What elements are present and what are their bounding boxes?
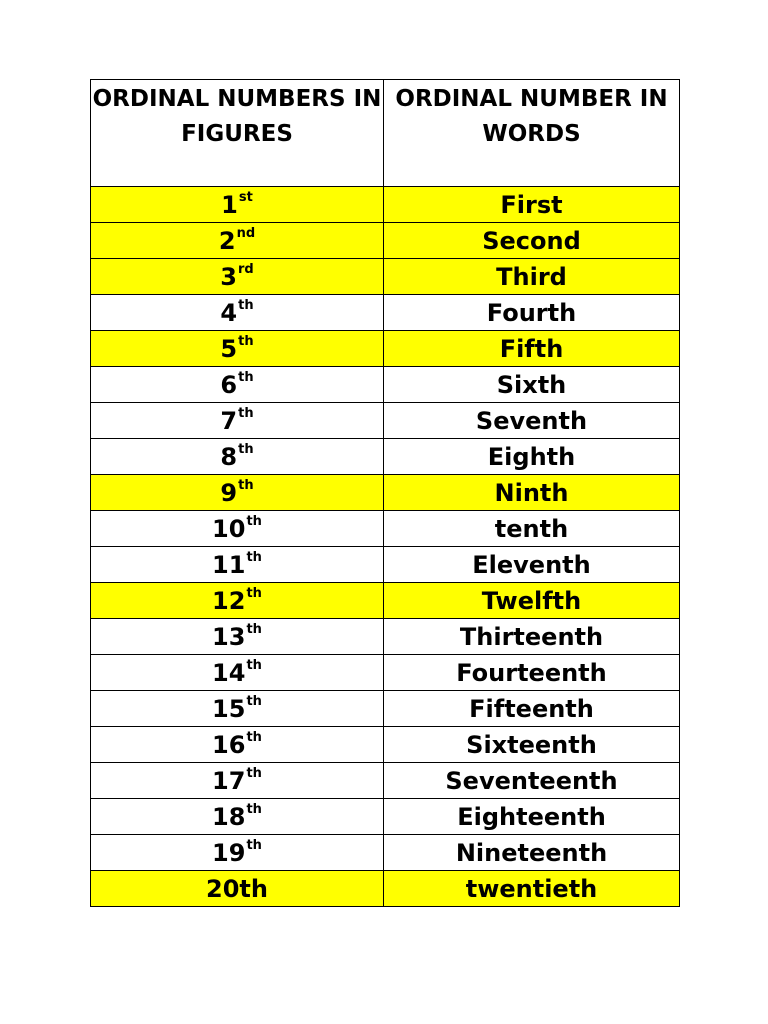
ordinal-number: 12 — [212, 586, 246, 615]
ordinal-number: 16 — [212, 730, 246, 759]
table-row — [91, 835, 680, 871]
ordinal-figure-cell — [91, 727, 384, 763]
ordinal-figure — [220, 442, 253, 472]
ordinal-figure-cell — [91, 367, 384, 403]
table-header-row — [91, 80, 680, 187]
ordinal-figure — [212, 802, 262, 832]
ordinal-figure — [212, 766, 262, 796]
ordinal-word: twentieth — [465, 874, 598, 903]
ordinal-word-cell — [384, 475, 680, 511]
ordinal-word-cell — [384, 295, 680, 331]
ordinal-figure-cell — [91, 547, 384, 583]
ordinal-word-cell — [384, 727, 680, 763]
ordinal-suffix: st — [238, 189, 253, 205]
table-row — [91, 655, 680, 691]
ordinal-suffix: th — [246, 693, 262, 709]
ordinal-word: Eleventh — [472, 550, 591, 579]
ordinal-figure — [220, 478, 253, 508]
table-row — [91, 439, 680, 475]
ordinal-word: Twelfth — [481, 586, 582, 615]
ordinal-suffix: th — [238, 297, 254, 313]
table-row — [91, 619, 680, 655]
table-row — [91, 367, 680, 403]
table-row — [91, 871, 680, 907]
ordinal-figure-cell — [91, 187, 384, 223]
table-row — [91, 259, 680, 295]
ordinal-word-cell — [384, 439, 680, 475]
ordinal-figure-cell — [91, 619, 384, 655]
ordinal-figure — [220, 262, 253, 292]
ordinal-suffix: th — [246, 765, 262, 781]
ordinal-figure — [220, 406, 253, 436]
ordinal-word: tenth — [494, 514, 569, 543]
ordinal-word: Eighth — [487, 442, 576, 471]
ordinal-figure — [221, 190, 253, 220]
ordinal-number: 19 — [212, 838, 246, 867]
table-row — [91, 223, 680, 259]
ordinal-number: 18 — [212, 802, 246, 831]
ordinal-word: Fourteenth — [456, 658, 607, 687]
ordinal-number: 11 — [212, 550, 246, 579]
table-row — [91, 511, 680, 547]
ordinal-figure-cell — [91, 799, 384, 835]
ordinal-word: Third — [496, 262, 567, 291]
ordinal-word: Second — [482, 226, 581, 255]
ordinal-figure — [220, 334, 253, 364]
ordinal-word-cell — [384, 583, 680, 619]
ordinal-word-cell — [384, 547, 680, 583]
ordinal-word-cell — [384, 403, 680, 439]
ordinal-figure — [219, 226, 255, 256]
table-row — [91, 799, 680, 835]
ordinal-figure — [206, 874, 268, 904]
ordinal-suffix: th — [246, 729, 262, 745]
ordinal-figure-cell — [91, 331, 384, 367]
ordinal-figure — [212, 838, 262, 868]
ordinal-number: 6 — [220, 370, 238, 399]
ordinal-word-cell — [384, 691, 680, 727]
ordinal-word-cell — [384, 835, 680, 871]
ordinal-number: 7 — [220, 406, 238, 435]
table-row — [91, 475, 680, 511]
table-row — [91, 727, 680, 763]
ordinal-word-cell — [384, 187, 680, 223]
ordinal-number: 2 — [218, 226, 236, 255]
ordinal-figure-cell — [91, 223, 384, 259]
ordinal-suffix: th — [238, 477, 254, 493]
ordinal-figure — [212, 550, 262, 580]
ordinal-figure-cell — [91, 655, 384, 691]
ordinal-suffix: th — [246, 585, 262, 601]
ordinal-suffix: th — [246, 801, 262, 817]
ordinal-figure-cell — [91, 259, 384, 295]
ordinal-figure-cell — [91, 511, 384, 547]
ordinal-word: Fifteenth — [469, 694, 594, 723]
ordinal-figure — [212, 694, 262, 724]
table-row — [91, 403, 680, 439]
ordinal-suffix: th — [246, 621, 262, 637]
table-row — [91, 763, 680, 799]
table-row — [91, 187, 680, 223]
ordinal-suffix: th — [246, 657, 262, 673]
ordinal-figure — [220, 298, 253, 328]
ordinal-suffix: th — [238, 369, 254, 385]
ordinal-number: 20th — [206, 874, 268, 903]
ordinal-word-cell — [384, 871, 680, 907]
table-body — [91, 187, 680, 907]
ordinal-number: 13 — [212, 622, 246, 651]
ordinal-figure — [212, 658, 262, 688]
ordinal-number: 15 — [212, 694, 246, 723]
ordinal-word: Fifth — [499, 334, 564, 363]
ordinal-numbers-table — [90, 79, 680, 907]
ordinal-number: 1 — [221, 190, 238, 219]
ordinal-word-cell — [384, 799, 680, 835]
ordinal-number: 8 — [220, 442, 238, 471]
ordinal-word: Sixth — [496, 370, 567, 399]
ordinal-word-cell — [384, 367, 680, 403]
ordinal-number: 14 — [212, 658, 246, 687]
table-row — [91, 547, 680, 583]
ordinal-suffix: th — [238, 333, 254, 349]
ordinal-word-cell — [384, 655, 680, 691]
ordinal-figure-cell — [91, 763, 384, 799]
ordinal-figure-cell — [91, 295, 384, 331]
ordinal-figure — [212, 514, 262, 544]
ordinal-word-cell — [384, 331, 680, 367]
ordinal-figure-cell — [91, 475, 384, 511]
ordinal-suffix: th — [238, 405, 254, 421]
ordinal-word: Eighteenth — [457, 802, 606, 831]
ordinal-number: 9 — [220, 478, 238, 507]
ordinal-suffix: rd — [237, 261, 254, 277]
ordinal-suffix: th — [246, 549, 262, 565]
ordinal-word: Nineteenth — [455, 838, 608, 867]
ordinal-figure-cell — [91, 439, 384, 475]
ordinal-figure — [212, 730, 262, 760]
ordinal-word: Ninth — [494, 478, 569, 507]
ordinal-word: Seventeenth — [445, 766, 618, 795]
ordinal-suffix: th — [246, 837, 262, 853]
ordinal-number: 17 — [212, 766, 246, 795]
ordinal-word-cell — [384, 619, 680, 655]
ordinal-number: 3 — [220, 262, 237, 291]
ordinal-figure-cell — [91, 403, 384, 439]
ordinal-word-cell — [384, 259, 680, 295]
ordinal-word-cell — [384, 223, 680, 259]
ordinal-word: Fourth — [486, 298, 577, 327]
ordinal-number: 10 — [212, 514, 246, 543]
table-row — [91, 691, 680, 727]
ordinal-number: 4 — [220, 298, 238, 327]
ordinal-number: 5 — [220, 334, 238, 363]
ordinal-figure-cell — [91, 691, 384, 727]
ordinal-word: First — [500, 190, 563, 219]
ordinal-figure-cell — [91, 583, 384, 619]
header-words: ORDINAL NUMBER IN WORDS — [384, 80, 680, 187]
ordinal-figure-cell — [91, 871, 384, 907]
ordinal-figure — [220, 370, 253, 400]
table-row — [91, 331, 680, 367]
ordinal-suffix: th — [238, 441, 254, 457]
ordinal-word-cell — [384, 511, 680, 547]
table-row — [91, 295, 680, 331]
ordinal-suffix: th — [246, 513, 262, 529]
ordinal-figure — [212, 586, 262, 616]
ordinal-word-cell — [384, 763, 680, 799]
ordinal-word: Thirteenth — [459, 622, 604, 651]
ordinal-word: Seventh — [475, 406, 588, 435]
table-row — [91, 583, 680, 619]
ordinal-word: Sixteenth — [466, 730, 597, 759]
ordinal-figure — [212, 622, 262, 652]
header-figures: ORDINAL NUMBERS IN FIGURES — [91, 80, 384, 187]
ordinal-figure-cell — [91, 835, 384, 871]
ordinal-suffix: nd — [236, 225, 256, 241]
